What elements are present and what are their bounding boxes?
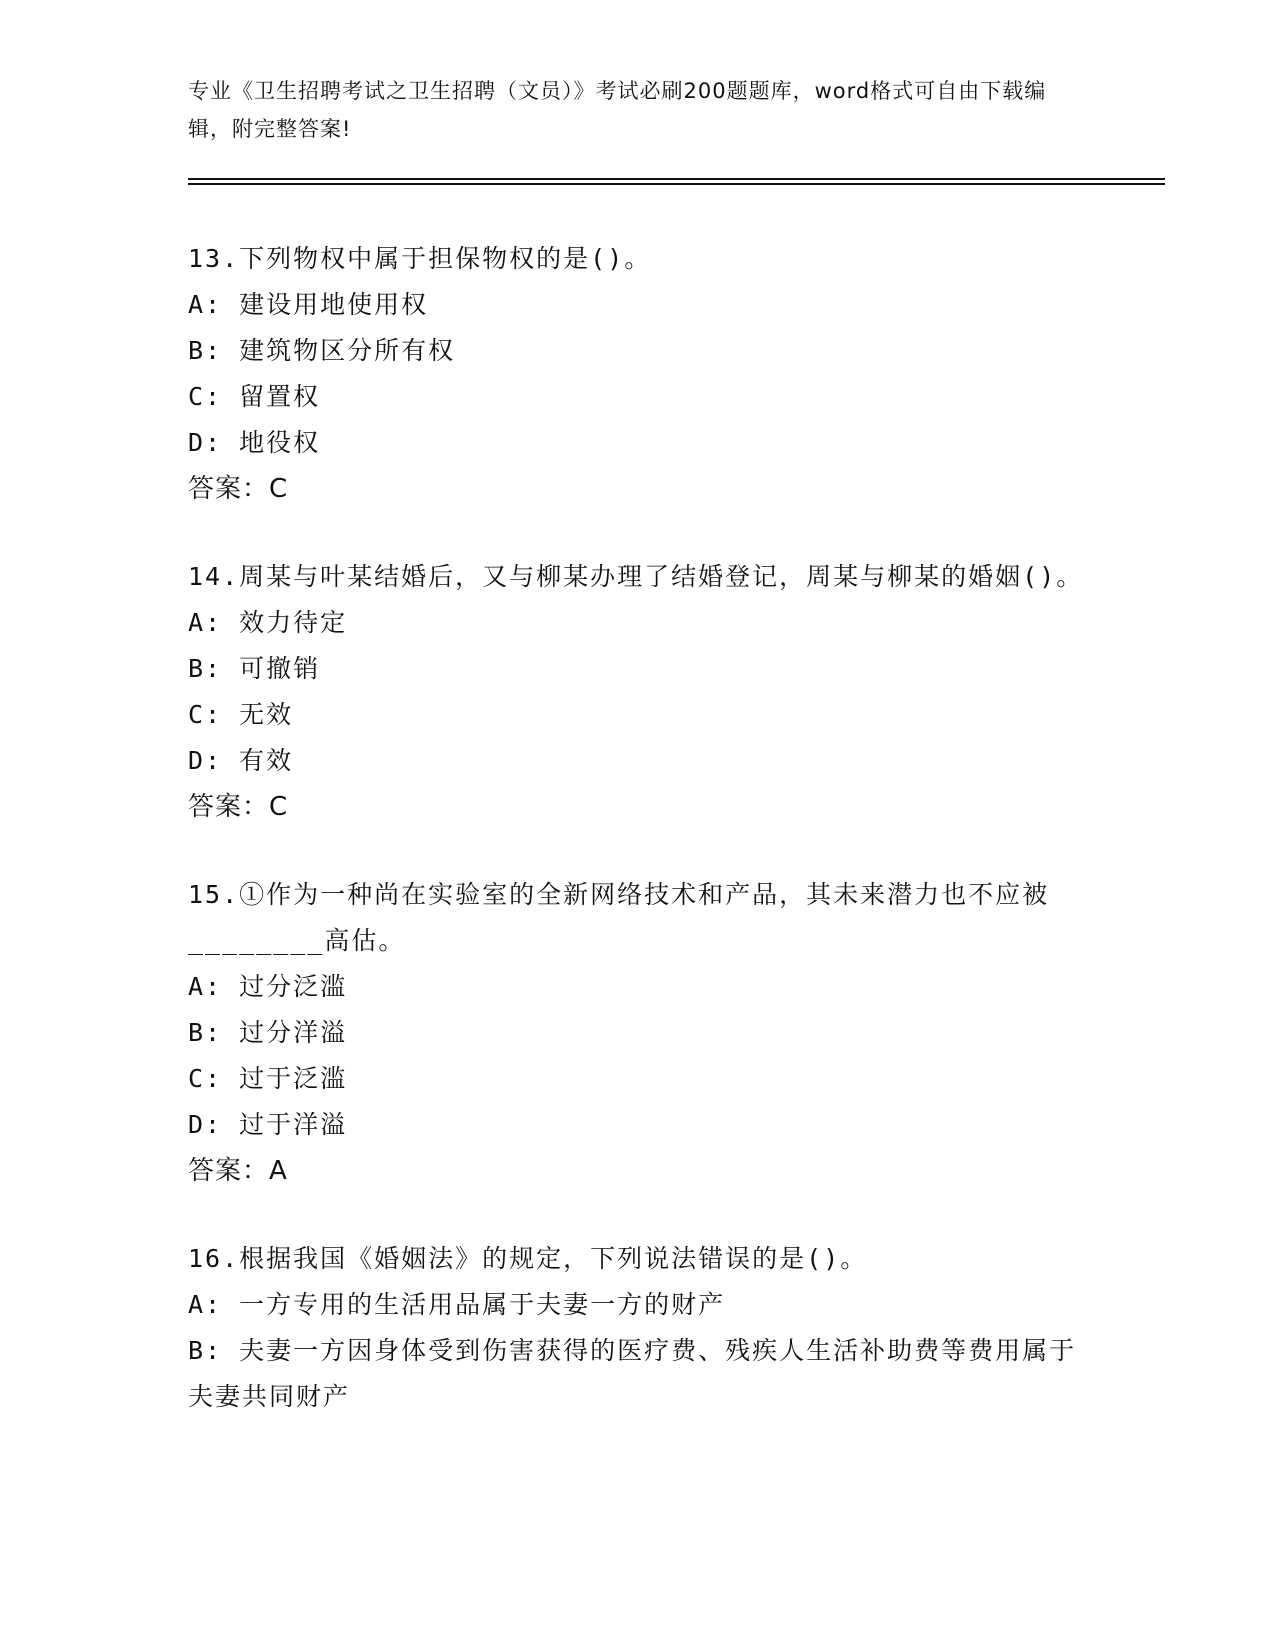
header-rule-top [188,178,1165,180]
option-a: A: 一方专用的生活用品属于夫妻一方的财产 [188,1290,726,1319]
question-stem: 13.下列物权中属于担保物权的是()。 [188,244,652,273]
option-d: D: 地役权 [188,428,321,457]
option-c: C: 留置权 [188,382,321,411]
question-14 [188,554,1088,830]
question-list [188,236,1088,1462]
document-header: 专业《卫生招聘考试之卫生招聘（文员）》考试必刷200题题库，word格式可自由下载编辑，附完整答案! [188,79,1047,141]
question-13 [188,236,1088,512]
option-a: A: 过分泛滥 [188,972,348,1001]
option-b: B: 可撤销 [188,654,321,683]
answer-line: 答案：A [188,1156,288,1186]
question-16 [188,1236,1088,1420]
question-stem: 16.根据我国《婚姻法》的规定，下列说法错误的是()。 [188,1244,868,1273]
option-b: B: 过分洋溢 [188,1018,348,1047]
answer-line: 答案：C [188,474,289,504]
option-c: C: 过于泛滥 [188,1064,348,1093]
option-a: A: 效力待定 [188,608,348,637]
option-b: B: 建筑物区分所有权 [188,336,456,365]
header-rule-bottom [188,183,1165,185]
question-15 [188,872,1088,1194]
option-d: D: 过于洋溢 [188,1110,348,1139]
question-stem: 15.①作为一种尚在实验室的全新网络技术和产品，其未来潜力也不应被________高估。 [188,880,1050,955]
answer-line: 答案：C [188,792,289,822]
option-a: A: 建设用地使用权 [188,290,429,319]
question-stem: 14.周某与叶某结婚后，又与柳某办理了结婚登记，周某与柳某的婚姻()。 [188,562,1084,591]
option-b: B: 夫妻一方因身体受到伤害获得的医疗费、残疾人生活补助费等费用属于夫妻共同财产 [188,1336,1077,1411]
option-c: C: 无效 [188,700,294,729]
option-d: D: 有效 [188,746,294,775]
